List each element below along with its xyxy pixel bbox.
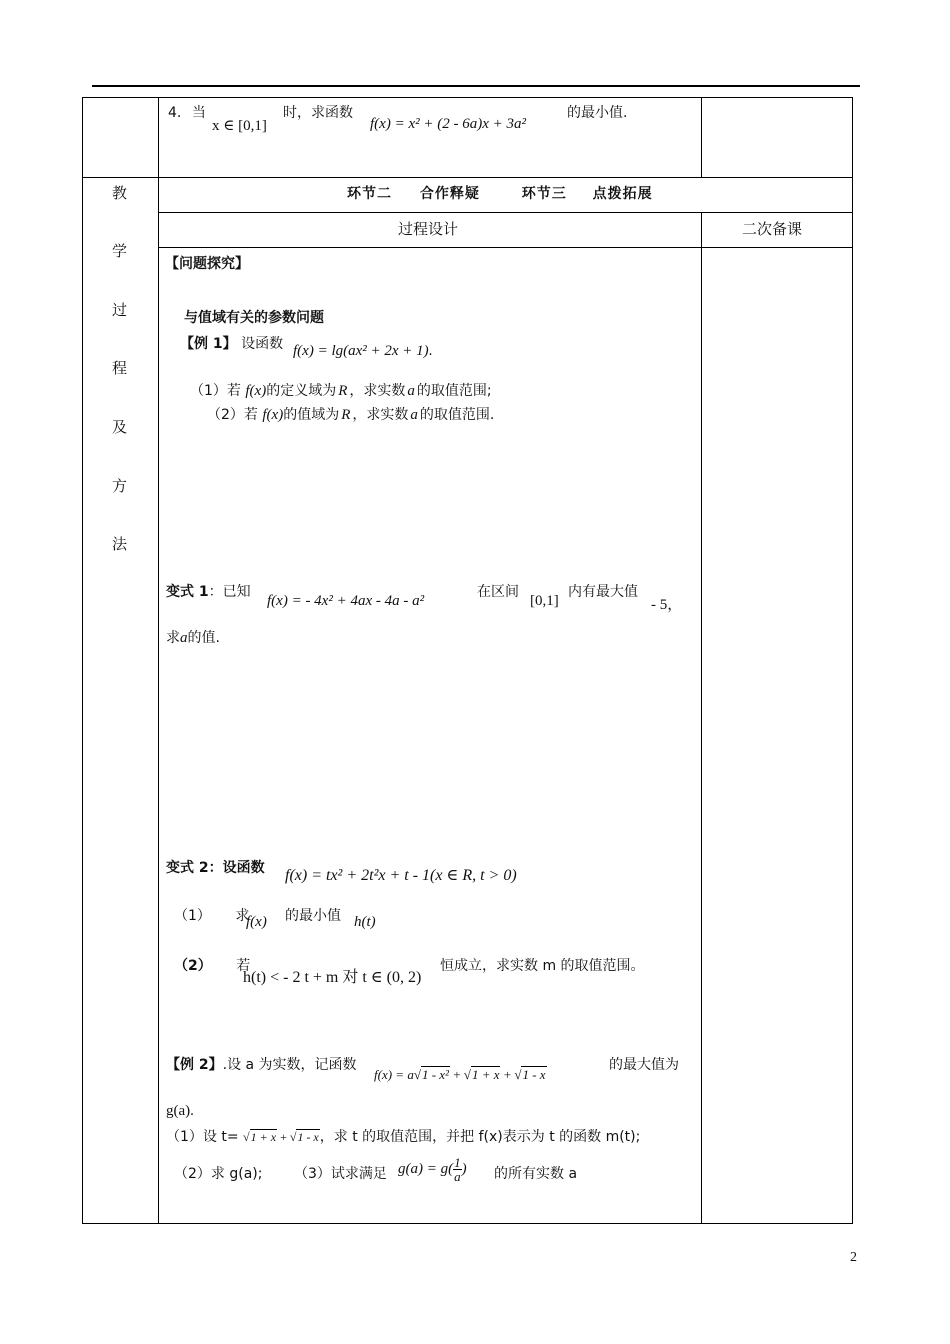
ex2-ga: g(a). <box>166 1103 194 1119</box>
section-title: 【问题探究】 <box>165 256 249 272</box>
q4-pre: 当 <box>191 105 206 121</box>
side-char: 教 <box>112 184 128 202</box>
ex2-q3-eq: g(a) = g( $\frac{1}{a}$ ) <box>398 1155 467 1184</box>
var1-function: f(x) = - 4x² + 4ax - 4a - a² <box>267 593 425 609</box>
side-char: 程 <box>112 359 128 377</box>
var1-line: 变式 1：已知 <box>166 584 251 600</box>
var2-q1-h: h(t) <box>354 914 376 930</box>
ex1-function: f(x) = lg(ax² + 2x + 1). <box>293 343 433 359</box>
ex1-q1: （1）若 f(x)的定义域为 R ，求实数 a 的取值范围; <box>190 383 492 399</box>
q4-mid: 时，求函数 <box>283 105 353 121</box>
side-char: 及 <box>112 418 128 436</box>
col-header-backup: 二次备课 <box>742 220 803 238</box>
side-char: 方 <box>112 477 128 495</box>
ex1-text: 设函数 <box>241 336 284 352</box>
ex2-end: 的最大值为 <box>609 1057 679 1073</box>
var2-q2: （2） 若 <box>174 958 251 974</box>
header-rule <box>92 85 860 87</box>
q4-row <box>168 102 206 122</box>
var2-q2-b: 恒成立，求实数 m 的取值范围。 <box>440 958 645 974</box>
side-char: 学 <box>112 242 128 260</box>
stage-header: 环节二 合作释疑 环节三 点拨拓展 <box>347 186 653 202</box>
var2-function: f(x) = tx² + 2t²x + t - 1(x ∈ R, t > 0) <box>285 867 517 884</box>
var2-q1: （1） 求 <box>174 908 250 924</box>
var2-tag: 变式 2：设函数 <box>166 860 265 876</box>
ex2-q1: （1）设 t= √1 + x + √1 - x，求 t 的取值范围，并把 f(x)表示为 t 的函数 m(t); <box>166 1129 641 1145</box>
side-char: 过 <box>112 301 128 319</box>
ex2-line: 【例 2】.设 a 为实数，记函数 <box>166 1057 357 1073</box>
q4-function: f(x) = x² + (2 - 6a)x + 3a² <box>370 116 526 132</box>
var2-q1-f: f(x) <box>246 914 267 930</box>
ex2-q3-b: 的所有实数 a <box>494 1166 578 1182</box>
var1-ask: 求a的值. <box>166 630 220 646</box>
ex1-tag: 【例 1】 <box>180 336 237 352</box>
page-number: 2 <box>850 1250 857 1265</box>
col-header-process: 过程设计 <box>398 220 459 238</box>
q4-condition: x ∈ [0,1] <box>212 118 267 134</box>
var1-value: - 5， <box>651 597 683 613</box>
ex2-function: f(x) = a√1 - x² + √1 + x + √1 - x <box>374 1067 546 1082</box>
var1-interval: [0,1] <box>530 593 559 609</box>
ex1-line <box>180 333 283 353</box>
var1-mid: 在区间 <box>477 584 519 600</box>
var1-mid2: 内有最大值 <box>568 584 638 600</box>
var2-q1-b: 的最小值 <box>285 908 341 924</box>
ex1-q2: （2）若 f(x)的值域为 R ，求实数 a 的取值范围. <box>207 407 495 423</box>
ex2-q2: （2）求 g(a); <box>174 1166 263 1182</box>
ex2-q3: （3）试求满足 <box>294 1166 387 1182</box>
side-char: 法 <box>112 535 128 553</box>
q4-number: 4. <box>168 105 182 121</box>
topic-title: 与值域有关的参数问题 <box>184 310 324 326</box>
q4-post: 的最小值. <box>567 105 628 121</box>
var2-q2-ineq: h(t) < - 2 t + m 对 t ∈ (0, 2) <box>243 969 422 986</box>
